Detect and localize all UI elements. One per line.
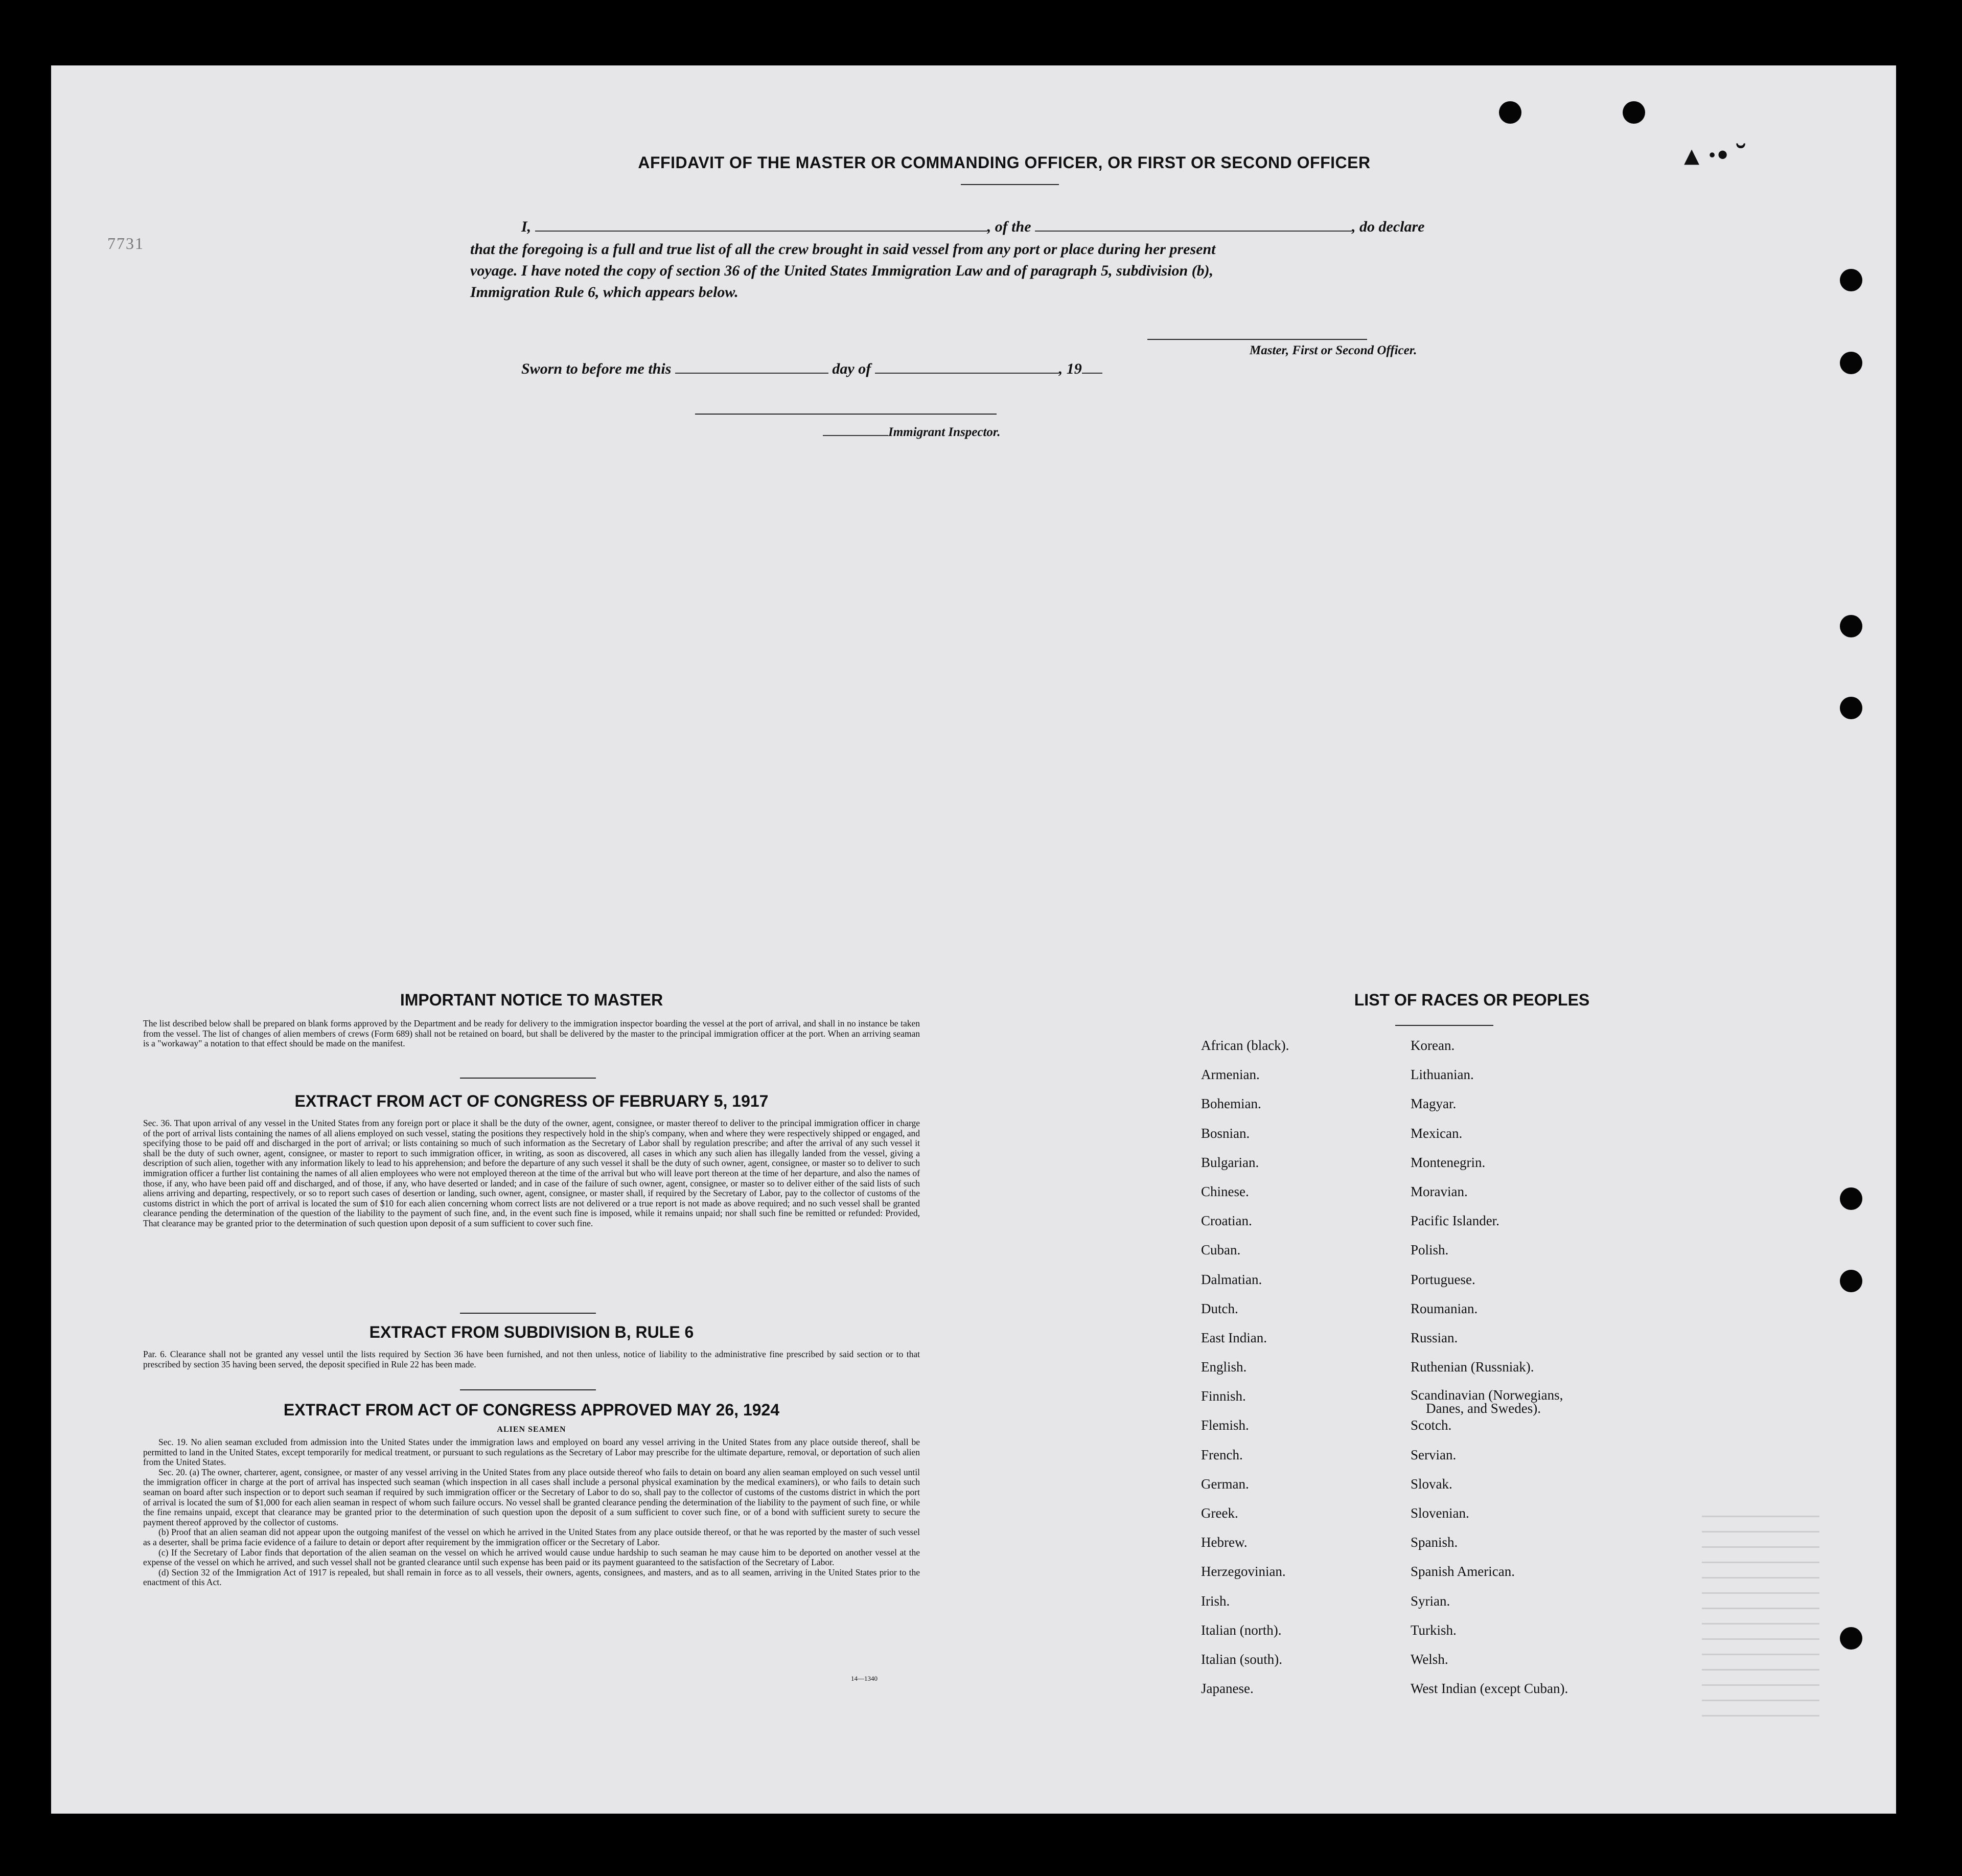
race-item: Welsh. — [1411, 1651, 1448, 1667]
race-item: Italian (south). — [1201, 1651, 1282, 1667]
races-left-column — [1201, 1038, 1289, 1710]
race-item: Korean. — [1411, 1038, 1455, 1053]
sworn-month-field-line[interactable] — [875, 373, 1059, 374]
race-item: Montenegrin. — [1411, 1154, 1486, 1170]
sworn-day-of: day of — [832, 360, 871, 377]
race-item: Chinese. — [1201, 1183, 1249, 1199]
race-item: English. — [1201, 1359, 1247, 1375]
affidavit-line-2: that the foregoing is a full and true list of all the crew brought in said vessel from any port or place during her present — [470, 241, 1216, 258]
punch-hole — [1499, 101, 1521, 124]
extract-1924-paragraph: (c) If the Secretary of Labor finds that deportation of the alien seaman on the vessel on which he arrived would cause undue hardship to such seaman he may cause him to be deported on another vessel at the expense of the vessel on which he arrived, and such vessel shall not be granted clearance until such expense has been paid or its payment guaranteed to the satisfaction of the Secretary of Labor. — [143, 1547, 920, 1568]
sworn-line — [521, 358, 1102, 380]
race-item: Dalmatian. — [1201, 1271, 1262, 1287]
notice-body: The list described below shall be prepared on blank forms approved by the Department and be ready for delivery to the immigration inspector boarding the vessel at the port of arrival, and shall in no instance be taken from the vessel. The list of changes of alien members of crews (Form 689) shall not be retained on board, but shall be delivered by the master to the principal immigration officer at the port. When an arriving seaman is a "workaway" a notation to that effect should be made on the manifest. — [143, 1018, 920, 1049]
punch-hole — [1840, 615, 1862, 637]
race-item: Slovenian. — [1411, 1505, 1469, 1521]
race-item: Irish. — [1201, 1593, 1230, 1609]
name-field-line[interactable] — [535, 231, 987, 232]
race-item: Ruthenian (Russniak). — [1411, 1359, 1534, 1375]
race-item — [1411, 1388, 1568, 1417]
inspector-label: Immigrant Inspector. — [888, 425, 1001, 439]
race-item: Italian (north). — [1201, 1622, 1282, 1638]
race-item: German. — [1201, 1476, 1249, 1492]
punch-hole — [1840, 269, 1862, 291]
race-item: West Indian (except Cuban). — [1411, 1681, 1568, 1697]
race-item: Polish. — [1411, 1242, 1449, 1258]
punch-hole — [1840, 1187, 1862, 1210]
extract-1924-subtitle: ALIEN SEAMEN — [497, 1425, 566, 1434]
form-number: 14—1340 — [851, 1675, 878, 1682]
race-item: Herzegovinian. — [1201, 1564, 1286, 1580]
race-item: Portuguese. — [1411, 1271, 1475, 1287]
master-signature-label: Master, First or Second Officer. — [1250, 344, 1417, 357]
notice-title: IMPORTANT NOTICE TO MASTER — [400, 991, 663, 1009]
notice-divider — [460, 1078, 596, 1079]
extract-1924-paragraph: (d) Section 32 of the Immigration Act of 1917 is repealed, but shall remain in force as to all vessels, their owners, agents, consignees, and masters, and as to all seamen, arriving in the United States prior to the enactment of this Act. — [143, 1567, 920, 1588]
affidavit-line-1 — [521, 216, 1543, 238]
race-item: Cuban. — [1201, 1242, 1241, 1258]
extract-1924-text — [143, 1437, 920, 1588]
race-item: Spanish American. — [1411, 1564, 1515, 1580]
affidavit-line-4: Immigration Rule 6, which appears below. — [470, 284, 738, 301]
affidavit-title: AFFIDAVIT OF THE MASTER OR COMMANDING OFFICER, OR FIRST OR SECOND OFFICER — [638, 153, 1371, 172]
race-item: Greek. — [1201, 1505, 1238, 1521]
extract-rule6-body: Par. 6. Clearance shall not be granted any vessel until the lists required by Section 36 have been furnished, and not then unless, notice of liability to the administrative fine prescribed by said section or to that prescribed by section 35 having been served, the deposit specified in Rule 22 has been made. — [143, 1349, 920, 1369]
race-item: Pacific Islander. — [1411, 1213, 1499, 1229]
race-item: Mexican. — [1411, 1125, 1463, 1141]
extract-1917-body: Sec. 36. That upon arrival of any vessel in the United States from any foreign port or place it shall be the duty of the owner, agent, consignee, or master thereof to deliver to the principal immigration officer in charge of the port of arrival lists containing the names of all aliens employed on such vessel, stating the positions they respectively hold in the ship's company, when and where they were respectively shipped or engaged, and specifying those to be paid off and discharged in the port of arrival; or lists containing so much of such information as the Secretary of Labor shall by regulation prescribe; and after the arrival of any such vessel it shall be the duty of such owner, agent, consignee, or master to report to such immigration officer, in writing, as soon as discovered, all cases in which any such alien has illegally landed from the vessel, giving a description of such alien, together with any information likely to lead to his apprehension; and before the departure of any such vessel it shall be the duty of such owner, agent, consignee, or master so to deliver to such immigration officer a further list containing the names of all alien employees who were not employed thereon at the time of the arrival but who will leave port thereon at the time of her departure, and also the names of those, if any, who have been paid off and discharged, and of those, if any, who have deserted or landed; and in case of the failure of such owner, agent, consignee, or master so to deliver either of the said lists of such aliens arriving and departing, respectively, or so to report such cases of desertion or landing, such owner, agent, consignee, or master shall, if required by the Secretary of Labor, pay to the collector of customs of the customs district in which the port of arrival is located the sum of $10 for each alien concerning whom correct lists are not delivered or a true report is not made as above required; and no such vessel shall be granted clearance pending the determination of the question of the liability to the payment of such fine, and, in the event such fine is imposed, while it remains unpaid; nor shall such fine be remitted or refunded: Provided, That clearance may be granted prior to the determination of such question upon deposit of a sum sufficient to cover such fine. — [143, 1118, 920, 1228]
scan-mark: ▴ ·• ˘ — [1684, 138, 1746, 172]
margin-stamp: 7731 — [107, 234, 144, 253]
race-item: Finnish. — [1201, 1388, 1246, 1404]
race-item: Bulgarian. — [1201, 1154, 1259, 1170]
sworn-prefix: Sworn to before me this — [521, 360, 672, 377]
race-item: Lithuanian. — [1411, 1067, 1474, 1083]
race-item: Turkish. — [1411, 1622, 1457, 1638]
race-item: Magyar. — [1411, 1096, 1457, 1112]
punch-hole — [1840, 352, 1862, 374]
race-item-continuation: Danes, and Swedes). — [1426, 1401, 1541, 1416]
races-title: LIST OF RACES OR PEOPLES — [1354, 991, 1590, 1009]
race-item: Syrian. — [1411, 1593, 1450, 1609]
extract-1924-paragraph: Sec. 19. No alien seaman excluded from admission into the United States under the immigration laws and employed on board any vessel arriving in the United States from any place outside thereof, shall be permitted to land in the United States, except temporarily for medical treatment, or pursuant to such regulations as the Secretary of Labor may prescribe for the ultimate departure, removal, or deportation of such alien from the United States. — [143, 1437, 920, 1468]
document-sheet — [51, 65, 1896, 1814]
race-item: Scotch. — [1411, 1417, 1452, 1433]
race-item: Croatian. — [1201, 1213, 1252, 1229]
extract-1924-paragraph: Sec. 20. (a) The owner, charterer, agent, consignee, or master of any vessel arriving in the United States from any place outside thereof who fails to detain on board any alien seaman employed on such vessel until the immigration officer in charge at the port of arrival has inspected such seaman (which inspection in all cases shall include a personal physical examination by the medical examiners), or who fails to detain such seaman on board after such inspection or to deport such seaman if required by such immigration officer or the Secretary of Labor to do so, shall pay to the collector of customs of the customs district in which the port of arrival is located the sum of $1,000 for each alien seaman in respect of whom such failure occurs. No vessel shall be granted clearance pending the determination of the liability to the payment of such fine, or while the fine remains unpaid, except that clearance may be granted prior to the determination of such question upon the deposit of a sum sufficient to cover such fine, or of a bond with sufficient surety to secure the payment thereof approved by the collector of customs. — [143, 1467, 920, 1527]
sworn-day-field-line[interactable] — [675, 373, 828, 374]
race-item: African (black). — [1201, 1038, 1289, 1053]
punch-hole — [1623, 101, 1645, 124]
inspector-line — [823, 422, 1001, 443]
affidavit-declare: , do declare — [1352, 218, 1425, 235]
punch-hole — [1840, 697, 1862, 719]
affidavit-of-the: , of the — [987, 218, 1031, 235]
race-item-label: Scandinavian (Norwegians, — [1411, 1387, 1563, 1403]
race-item: Flemish. — [1201, 1417, 1249, 1433]
race-item: Hebrew. — [1201, 1535, 1248, 1550]
race-item: Bohemian. — [1201, 1096, 1261, 1112]
extract-rule6-divider — [460, 1389, 596, 1390]
race-item: Japanese. — [1201, 1681, 1254, 1697]
punch-hole — [1840, 1270, 1862, 1292]
ghost-stamp — [1702, 1512, 1819, 1717]
race-item: Bosnian. — [1201, 1125, 1250, 1141]
race-item: East Indian. — [1201, 1330, 1267, 1345]
vessel-field-line[interactable] — [1035, 231, 1352, 232]
race-item: Spanish. — [1411, 1535, 1458, 1550]
race-item: Armenian. — [1201, 1067, 1260, 1083]
inspector-signature-line[interactable] — [695, 414, 997, 415]
inspector-field-line[interactable] — [823, 435, 888, 436]
extract-1917-title: EXTRACT FROM ACT OF CONGRESS OF FEBRUARY 5, 1917 — [294, 1092, 769, 1110]
punch-hole — [1840, 1627, 1862, 1650]
race-item: Roumanian. — [1411, 1300, 1478, 1316]
sworn-year: , 19 — [1058, 360, 1082, 377]
race-item: French. — [1201, 1447, 1243, 1462]
race-item: Slovak. — [1411, 1476, 1452, 1492]
extract-1917-divider — [460, 1313, 596, 1314]
title-divider — [961, 184, 1059, 185]
races-right-column — [1411, 1038, 1568, 1710]
extract-1924-title: EXTRACT FROM ACT OF CONGRESS APPROVED MAY 26, 1924 — [283, 1401, 780, 1419]
race-item: Dutch. — [1201, 1300, 1238, 1316]
extract-1924-paragraph: (b) Proof that an alien seaman did not appear upon the outgoing manifest of the vessel on which he arrived in the United States from any place outside thereof, or that he was reported by the master of such vessel as a deserter, shall be prima facie evidence of a failure to detain or deport after requirement by the immigration officer or the Secretary of Labor. — [143, 1527, 920, 1547]
race-item: Servian. — [1411, 1447, 1457, 1462]
affidavit-line-3: voyage. I have noted the copy of section 36 of the United States Immigration Law and of paragraph 5, subdivision (b), — [470, 262, 1214, 279]
extract-rule6-title: EXTRACT FROM SUBDIVISION B, RULE 6 — [369, 1323, 694, 1341]
race-item: Moravian. — [1411, 1183, 1468, 1199]
races-divider — [1395, 1025, 1493, 1026]
race-item: Russian. — [1411, 1330, 1458, 1345]
sworn-year-field-line[interactable] — [1082, 373, 1102, 374]
affidavit-i: I, — [521, 218, 532, 235]
